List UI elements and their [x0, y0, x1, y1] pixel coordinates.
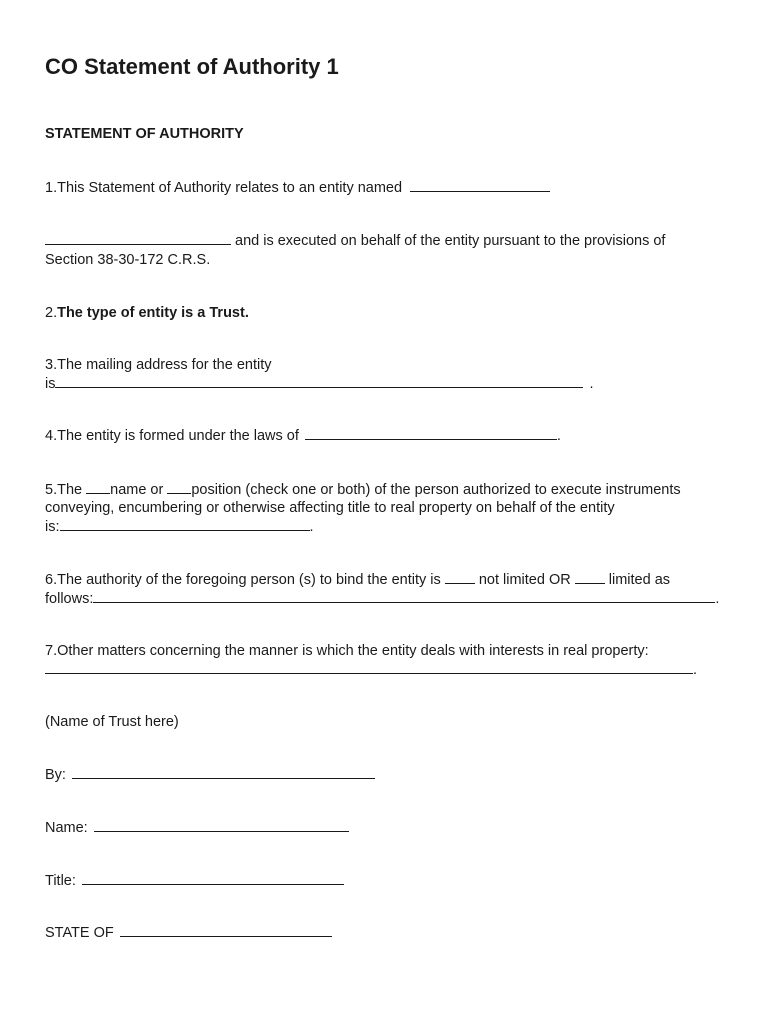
item-2-text: The type of entity is a Trust. — [57, 305, 249, 321]
item-3-period: . — [589, 376, 594, 392]
item-5-text-c: position (check one or both) of the person authorized to execute instruments — [191, 482, 681, 498]
formation-laws-blank[interactable] — [305, 427, 557, 440]
item-1-text: 1.This Statement of Authority relates to an entity named — [45, 180, 403, 196]
item-5-text-a: 5.The — [45, 482, 83, 498]
item-3-line-1: 3.The mailing address for the entity — [45, 357, 272, 373]
other-matters-blank[interactable] — [45, 661, 693, 674]
item-3-line-2 — [45, 375, 594, 393]
state-blank[interactable] — [120, 924, 332, 937]
item-2-number: 2. — [45, 305, 58, 321]
page-title: CO Statement of Authority 1 — [45, 54, 339, 79]
name-line — [45, 819, 349, 837]
item-6-line-1 — [45, 571, 670, 589]
item-6-line-2 — [45, 590, 719, 608]
section-heading: STATEMENT OF AUTHORITY — [45, 126, 244, 142]
item-1-text-2: and is executed on behalf of the entity pursuant to the provisions of — [235, 233, 666, 249]
mailing-address-blank[interactable] — [55, 375, 583, 388]
name-check-blank[interactable] — [86, 481, 110, 494]
name-blank[interactable] — [94, 819, 349, 832]
by-line — [45, 766, 375, 784]
item-5-text-3: is: — [45, 519, 60, 535]
item-5-line-1 — [45, 481, 681, 499]
item-1-line-1 — [45, 179, 550, 197]
item-1-line-2 — [45, 232, 665, 250]
item-7-period: . — [693, 662, 698, 678]
item-4-text: 4.The entity is formed under the laws of — [45, 428, 299, 444]
position-check-blank[interactable] — [167, 481, 191, 494]
name-label: Name: — [45, 820, 88, 836]
item-5-text-b: name or — [110, 482, 164, 498]
limited-blank[interactable] — [575, 571, 605, 584]
by-label: By: — [45, 767, 66, 783]
by-signature-blank[interactable] — [72, 766, 375, 779]
item-5-line-2: conveying, encumbering or otherwise affecting title to real property on behalf of the entity — [45, 500, 615, 516]
title-label: Title: — [45, 873, 76, 889]
item-6-text-a: 6.The authority of the foregoing person (s) to bind the entity is — [45, 572, 441, 588]
item-3-text-2: is — [45, 376, 56, 392]
title-blank[interactable] — [82, 872, 344, 885]
authorized-person-blank[interactable] — [60, 518, 310, 531]
item-2 — [45, 304, 249, 322]
trust-name-placeholder: (Name of Trust here) — [45, 714, 179, 730]
entity-name-blank-2[interactable] — [45, 232, 231, 245]
item-6-text-b: not limited OR — [478, 572, 571, 588]
item-1-line-3: Section 38-30-172 C.R.S. — [45, 252, 211, 268]
item-6-text-2: follows: — [45, 591, 94, 607]
item-4-period: . — [556, 428, 561, 444]
item-7-line-2 — [45, 661, 697, 679]
not-limited-blank[interactable] — [445, 571, 475, 584]
item-6-text-c: limited as — [608, 572, 671, 588]
item-7-line-1: 7.Other matters concerning the manner is which the entity deals with interests in real property: — [45, 643, 649, 659]
item-6-period: . — [715, 591, 720, 607]
entity-name-blank-1[interactable] — [410, 179, 550, 192]
item-5-line-3 — [45, 518, 314, 536]
state-label: STATE OF — [45, 925, 114, 941]
item-5-period: . — [309, 519, 314, 535]
state-line — [45, 924, 332, 942]
limitations-blank[interactable] — [93, 590, 715, 603]
item-4 — [45, 427, 561, 445]
title-line — [45, 872, 344, 890]
